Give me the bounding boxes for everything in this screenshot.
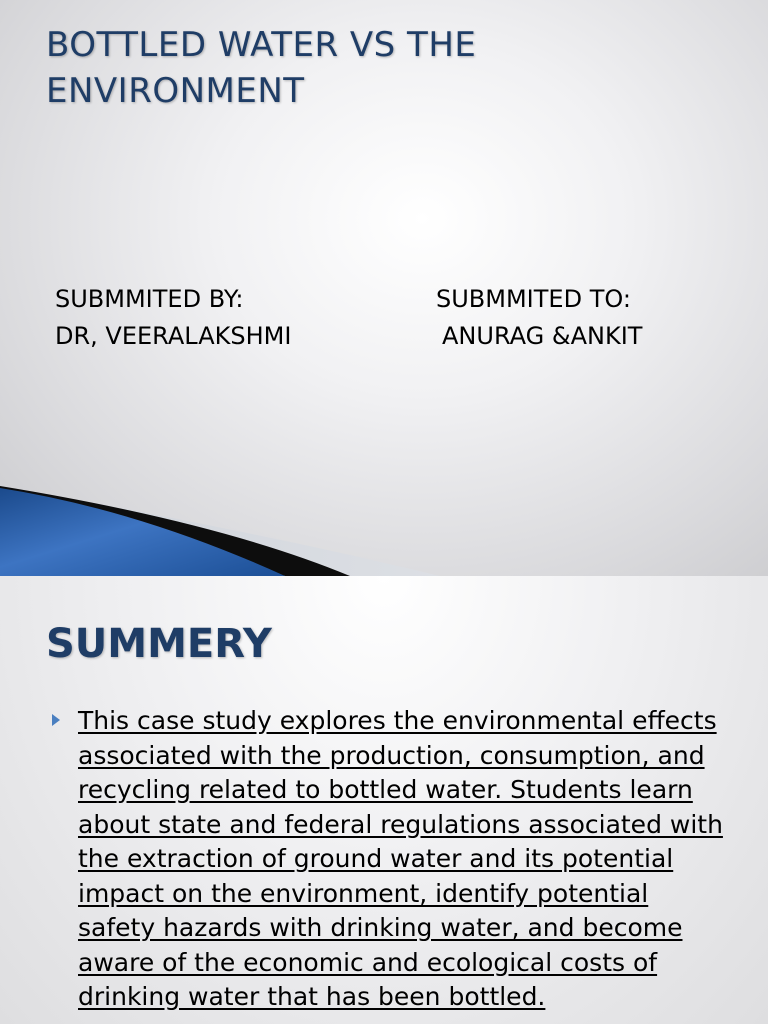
bullet-text: This case study explores the environmental effects associated with the production, consumption, and recycling related to bottled water. Students learn about state and federal regulations associated with the extraction of ground water and its potential impact on the environment, identify potential safety hazards with drinking water, and become aware of the economic and ecological costs of drinking water that has been bottled. <box>78 706 723 1011</box>
submitted-by-label: SUBMMITED BY: <box>55 285 244 313</box>
summary-slide <box>0 576 768 1024</box>
triangle-bullet-icon <box>52 714 60 726</box>
slide-title: SUMMERY <box>46 621 272 667</box>
submitted-to-name: ANURAG &ANKIT <box>442 322 643 350</box>
submitted-by-name: DR, VEERALAKSHMI <box>55 322 292 350</box>
decorative-swoosh <box>0 470 768 576</box>
submitted-to-label: SUBMMITED TO: <box>436 285 631 313</box>
slide-title: BOTTLED WATER VS THE ENVIRONMENT <box>46 25 477 111</box>
